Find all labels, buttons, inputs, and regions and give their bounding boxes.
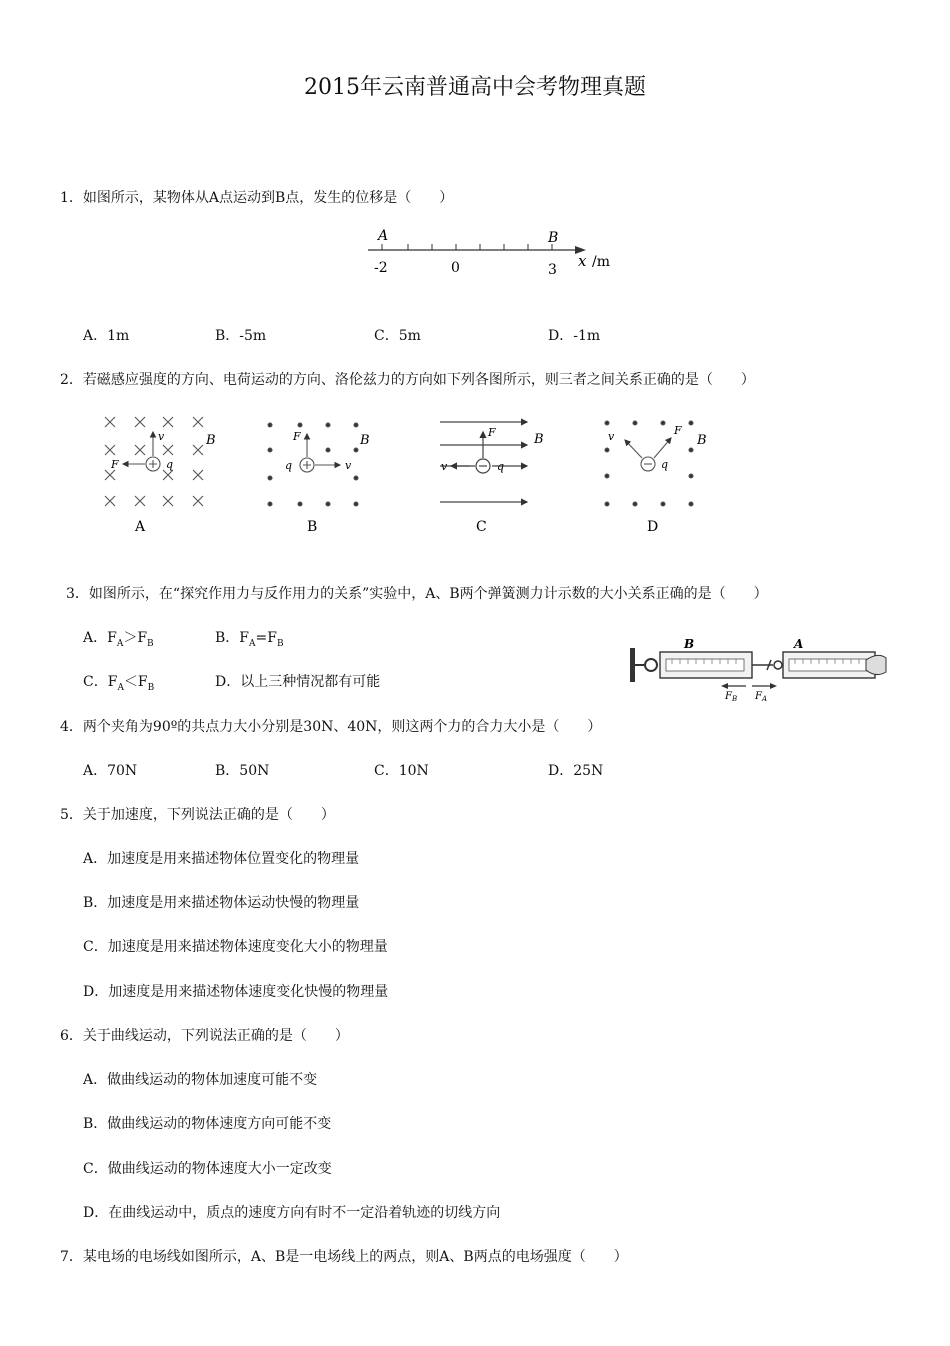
q1-option-d: D．-1m [548, 328, 601, 344]
q2-caption-a: A [135, 519, 146, 535]
q6-option-b: B．做曲线运动的物体速度方向可能不变 [83, 1116, 332, 1132]
q2-b-b-label: B [360, 433, 370, 448]
q3-option-b: B．$F_A=F_B$ [215, 630, 284, 649]
q1-tick-b-label: 3 [548, 262, 557, 278]
q2-a-q-label: q [166, 458, 174, 471]
q3-option-d: D．以上三种情况都有可能 [215, 674, 381, 690]
q3-force-a-label: $F_A$ [755, 691, 768, 702]
question-1-stem: 1．如图所示，某物体从A点运动到B点，发生的位移是（ ） [60, 190, 454, 206]
question-2-stem: 2．若磁感应强度的方向、电荷运动的方向、洛伦兹力的方向如下列各图所示，则三者之间关系正确的是（ ） [60, 372, 755, 388]
q4-option-a: A．70N [83, 763, 138, 779]
q1-option-c: C．5m [374, 328, 421, 344]
q2-c-f-label: F [488, 426, 496, 439]
q4-option-d: D．25N [548, 763, 604, 779]
q1-point-a-label: A [378, 228, 389, 244]
q1-point-b-label: B [548, 230, 559, 246]
q3-scale-a-label: A [794, 637, 804, 651]
question-5-stem: 5．关于加速度，下列说法正确的是（ ） [60, 807, 335, 823]
q2-a-f-label: F [111, 458, 119, 471]
q2-panel-a [105, 417, 203, 506]
q2-d-f-label: F [674, 424, 682, 437]
q6-option-a: A．做曲线运动的物体加速度可能不变 [83, 1072, 318, 1088]
q1-option-a: A．1m [83, 328, 130, 344]
q2-b-q-label: q [285, 459, 293, 472]
q1-number-line-figure [360, 222, 630, 282]
q4-option-b: B．50N [215, 763, 270, 779]
q1-tick-a-label: -2 [374, 260, 388, 276]
q3-scale-b-label: B [684, 637, 695, 651]
q2-a-b-label: B [206, 433, 216, 448]
q2-b-v-label: v [345, 459, 352, 472]
q1-option-b: B．-5m [215, 328, 267, 344]
q2-caption-d: D [647, 519, 659, 535]
q3-option-a: A．$F_A>F_B$ [83, 630, 154, 649]
q5-option-b: B．加速度是用来描述物体运动快慢的物理量 [83, 895, 360, 911]
q5-option-d: D．加速度是用来描述物体速度变化快慢的物理量 [83, 984, 389, 1000]
q6-option-d: D．在曲线运动中，质点的速度方向有时不一定沿着轨迹的切线方向 [83, 1205, 501, 1221]
q2-b-f-label: F [293, 430, 301, 443]
q2-c-q-label: q [497, 460, 505, 473]
q2-lorentz-force-figures [95, 410, 735, 540]
q2-a-v-label: v [158, 430, 165, 443]
page-title: 2015年云南普通高中会考物理真题 [304, 75, 646, 100]
question-7-stem: 7．某电场的电场线如图所示，A、B是一电场线上的两点，则A、B两点的电场强度（ ） [60, 1249, 628, 1265]
q2-d-v-label: v [608, 430, 615, 443]
q2-d-b-label: B [697, 433, 707, 448]
q1-axis-x-label: x [578, 252, 587, 270]
q2-caption-b: B [307, 519, 318, 535]
question-4-stem: 4．两个夹角为90º的共点力大小分别是30N、40N，则这两个力的合力大小是（ ） [60, 719, 602, 735]
q1-tick-0-label: 0 [451, 260, 460, 276]
q3-force-b-label: $F_B$ [725, 691, 738, 702]
q3-spring-scale-figure [628, 634, 888, 702]
q1-axis-unit-label: /m [592, 254, 610, 270]
q2-d-q-label: q [661, 458, 669, 471]
question-3-stem: 3．如图所示，在“探究作用力与反作用力的关系”实验中，A、B两个弹簧测力计示数的大小关系正确的是（ ） [66, 586, 768, 602]
q2-c-b-label: B [534, 432, 544, 447]
q6-option-c: C．做曲线运动的物体速度大小一定改变 [83, 1161, 332, 1177]
q2-panel-c [440, 422, 527, 502]
q5-option-a: A．加速度是用来描述物体位置变化的物理量 [83, 851, 360, 867]
q5-option-c: C．加速度是用来描述物体速度变化大小的物理量 [83, 939, 388, 955]
q4-option-c: C．10N [374, 763, 429, 779]
question-6-stem: 6．关于曲线运动，下列说法正确的是（ ） [60, 1028, 349, 1044]
q2-c-v-label: v [441, 460, 448, 473]
q3-option-c: C．$F_A<F_B$ [83, 674, 155, 693]
q2-caption-c: C [476, 519, 487, 535]
